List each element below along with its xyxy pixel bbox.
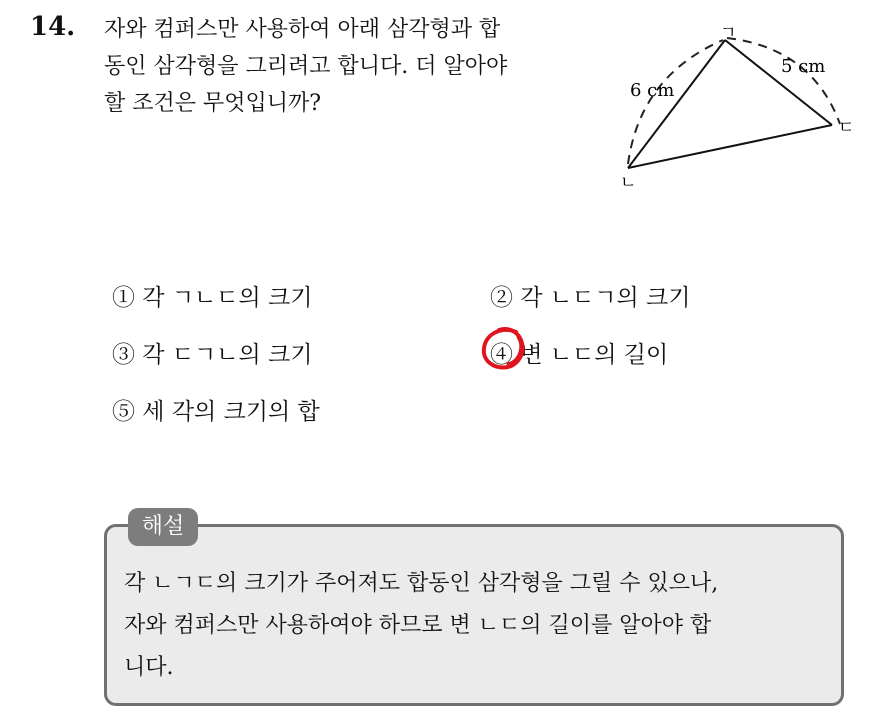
arc-left bbox=[628, 40, 723, 164]
question-number: 14. bbox=[30, 12, 76, 42]
choice-3[interactable]: ③ 각 ㄷㄱㄴ의 크기 bbox=[112, 342, 313, 368]
choice-2[interactable]: ② 각 ㄴㄷㄱ의 크기 bbox=[490, 285, 691, 311]
explanation-line: 자와 컴퍼스만 사용하여야 하므로 변 ㄴㄷ의 길이를 알아야 합 bbox=[124, 613, 712, 638]
choice-1[interactable]: ① 각 ㄱㄴㄷ의 크기 bbox=[112, 285, 313, 311]
question-line: 자와 컴퍼스만 사용하여 아래 삼각형과 합 bbox=[104, 17, 501, 42]
side-top-left bbox=[628, 40, 725, 168]
question-text bbox=[104, 11, 594, 122]
question-line: 동인 삼각형을 그리려고 합니다. 더 알아야 bbox=[104, 54, 508, 79]
choice-5[interactable]: ⑤ 세 각의 크기의 합 bbox=[112, 399, 320, 425]
explanation-line: 각 ㄴㄱㄷ의 크기가 주어져도 합동인 삼각형을 그릴 수 있으나, bbox=[124, 571, 719, 596]
triangle-figure bbox=[600, 20, 870, 195]
choice-4[interactable]: ④ 변 ㄴㄷ의 길이 bbox=[490, 342, 669, 368]
side-label-right: 5 cm bbox=[781, 56, 826, 77]
explanation-line: 니다. bbox=[124, 655, 174, 680]
explanation-text bbox=[124, 563, 829, 689]
vertex-label-left: ㄴ bbox=[620, 173, 637, 193]
question-line: 할 조건은 무엇입니까? bbox=[104, 91, 322, 116]
explanation-label: 해설 bbox=[128, 508, 198, 546]
arc-right bbox=[727, 38, 840, 124]
vertex-label-top: ㄱ bbox=[720, 23, 737, 43]
vertex-label-right: ㄷ bbox=[838, 118, 855, 138]
side-bottom bbox=[628, 125, 832, 168]
side-label-left: 6 cm bbox=[630, 80, 675, 101]
answer-circle-mark bbox=[479, 324, 529, 374]
